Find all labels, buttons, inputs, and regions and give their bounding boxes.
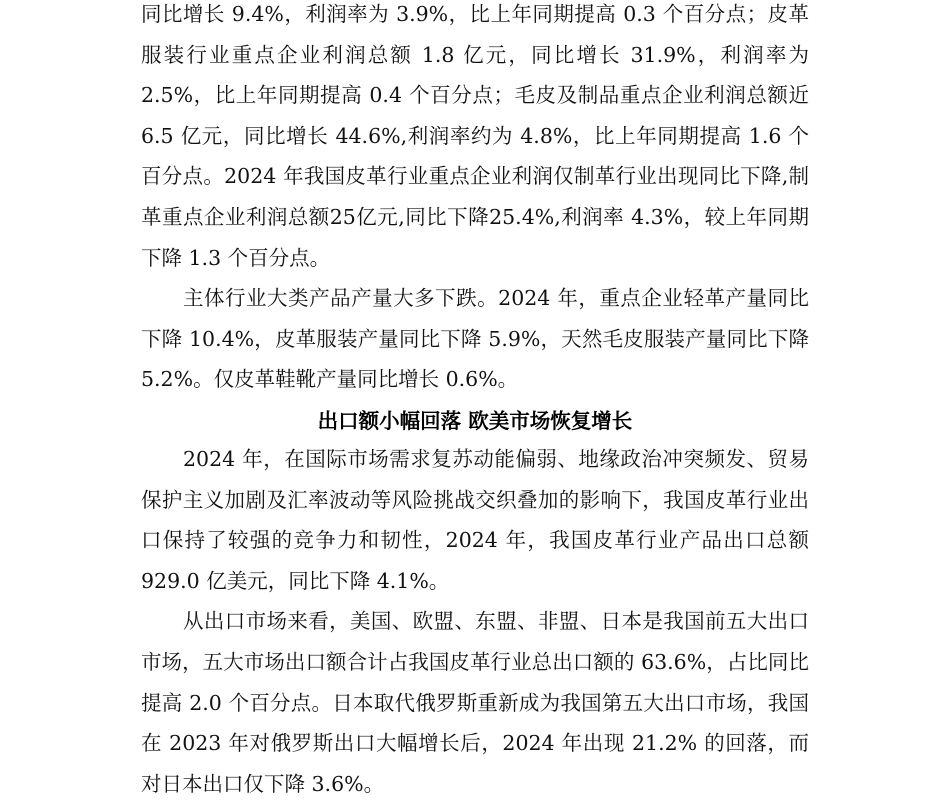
bottom-text-block [141, 439, 809, 804]
paragraph-profit-continued: 同比增长 9.4%，利润率为 3.9%，比上年同期提高 0.3 个百分点；皮革服装行业重点企业利润总额 1.8 亿元，同比增长 31.9%，利润率为 2.5%，比上年同期提高 0.4 个百分点；毛皮及制品重点企业利润总额近 6.5 亿元，同比增长 44.6%,利润率约为 4.8%，比上年同期提高 1.6 个百分点。2024 年我国皮革行业重点企业利润仅制革行业出现同比下降,制革重点企业利润总额25亿元,同比下降25.4%,利润率 4.3%，较上年同期下降 1.3 个百分点。 [141, 2, 809, 270]
paragraph-export-markets: 从出口市场来看，美国、欧盟、东盟、非盟、日本是我国前五大出口市场，五大市场出口额合计占我国皮革行业总出口额的 63.6%，占比同比提高 2.0 个百分点。日本取代俄罗斯重新成为我国第五大出口市场，我国在 2023 年对俄罗斯出口大幅增长后，2024 年出现 21.2% 的回落，而对日本出口仅下降 3.6%。 [141, 609, 809, 796]
paragraph-export-total: 2024 年，在国际市场需求复苏动能偏弱、地缘政治冲突频发、贸易保护主义加剧及汇率波动等风险挑战交织叠加的影响下，我国皮革行业出口保持了较强的竞争力和韧性，2024 年，我国皮革行业产品出口总额 929.0 亿美元，同比下降 4.1%。 [141, 447, 809, 593]
paragraph-production-output: 主体行业大类产品产量大多下跌。2024 年，重点企业轻革产量同比下降 10.4%，皮革服装产量同比下降 5.9%，天然毛皮服装产量同比下降 5.2%。仅皮革鞋靴产量同比增长 0.6%。 [141, 286, 809, 392]
section-heading: 出口额小幅回落 欧美市场恢复增长 [317, 409, 633, 433]
top-text-block [141, 0, 809, 400]
